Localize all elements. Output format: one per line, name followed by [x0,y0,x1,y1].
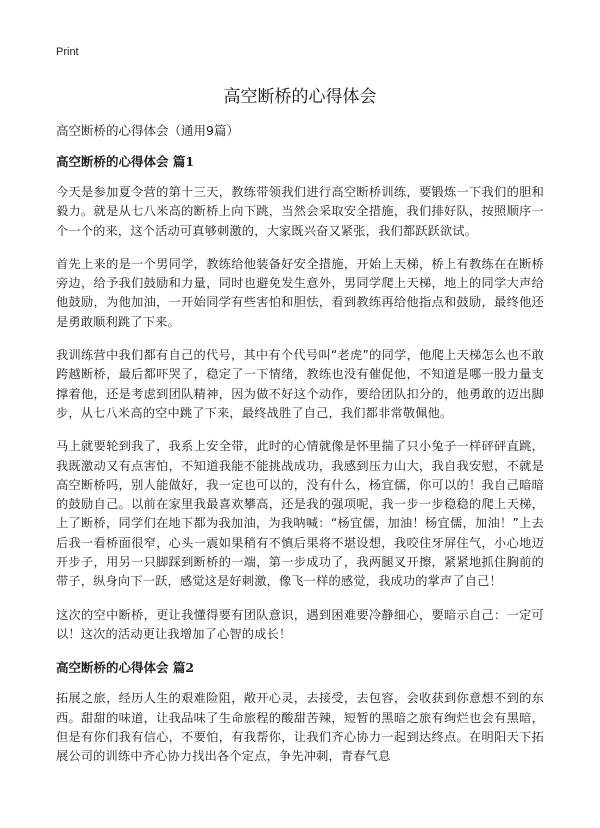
section-2 [56,658,544,766]
paragraph: 马上就要轮到我了，我系上安全带，此时的心情就像是怀里揣了只小兔子一样砰砰直跳，我既激动又有点害怕，不知道我能不能挑战成功，我感到压力山大，我自我安慰，不就是高空断桥吗，别人能做好，我一定也可以的，没有什么，杨宜儒，你可以的！我自己暗暗的鼓励自己。以前在家里我最喜欢攀高，还是我的强项呢，我一步一步稳稳的爬上天梯，上了断桥，同学们在地下都为我加油，为我呐喊：“杨宜儒，加油！杨宜儒，加油！”上去后我一看桥面很窄，心头一震如果稍有不慎后果将不堪设想，我咬住牙屏住气，小心地迈开步子，用另一只脚踩到断桥的一端，第一步成功了，我两腿叉开擦，紧紧地抓住胸前的带子，纵身向下一跃，感觉这是好刺激，像飞一样的感觉，我成功的掌声了自己！ [56,439,544,589]
document-title: 高空断桥的心得体会 [223,87,377,107]
paragraph: 我训练营中我们都有自己的代号，其中有个代号叫“老虎”的同学，他爬上天梯怎么也不敢跨越断桥，最后都吓哭了，稳定了一下情绪，教练也没有催促他，不知道是哪一股力量支撑着他，还是考虑到团队精神，因为做不好这个动作，要给团队扣分的，他勇敢的迈出脚步，从七八米高的空中跳了下来，最终战胜了自己，我们都非常敬佩他。 [56,348,544,420]
section-heading: 高空断桥的心得体会 篇2 [56,660,195,676]
paragraph: 拓展之旅，经历人生的艰难险阻，敞开心灵，去接受，去包容，会收获到你意想不到的东西。甜甜的味道，让我品味了生命旅程的酸甜苦辣，短暂的黑暗之旅有绚烂也会有黑暗，但是有你们我有信心，不要怕，有我帮你，让我们齐心协力一起到达终点。在明阳天下拓展公司的训练中齐心协力找出各个定点，争先冲刺，青春气息 [56,691,544,764]
section-1 [56,152,544,644]
paragraph: 首先上来的是一个男同学，教练给他装备好安全措施，开始上天梯，桥上有教练在在断桥旁边，给予我们鼓励和力量，同时也避免发生意外，男同学爬上天梯，地上的同学大声给他鼓励，为他加油，一开始同学有些害怕和胆怯，看到教练再给他指点和鼓励，最终他还是勇敢顺利跳了下来。 [56,256,544,329]
document-body [56,152,544,780]
paragraph: 今天是参加夏令营的第十三天，教练带领我们进行高空断桥训练，要锻炼一下我们的胆和毅力。就是从七八米高的断桥上向下跳，当然会采取安全措施，我们排好队，按照顺序一个一个的来，这个活动可真够刺激的，大家既兴奋又紧张，我们都跃跃欲试。 [56,185,544,238]
document-subtitle: 高空断桥的心得体会（通用9篇） [56,123,239,138]
print-link[interactable]: Print [56,46,79,58]
paragraph: 这次的空中断桥，更让我懂得要有团队意识，遇到困难要冷静细心，要暗示自己：一定可以！这次的活动更让我增加了心智的成长！ [56,607,544,641]
section-heading: 高空断桥的心得体会 篇1 [56,154,195,169]
